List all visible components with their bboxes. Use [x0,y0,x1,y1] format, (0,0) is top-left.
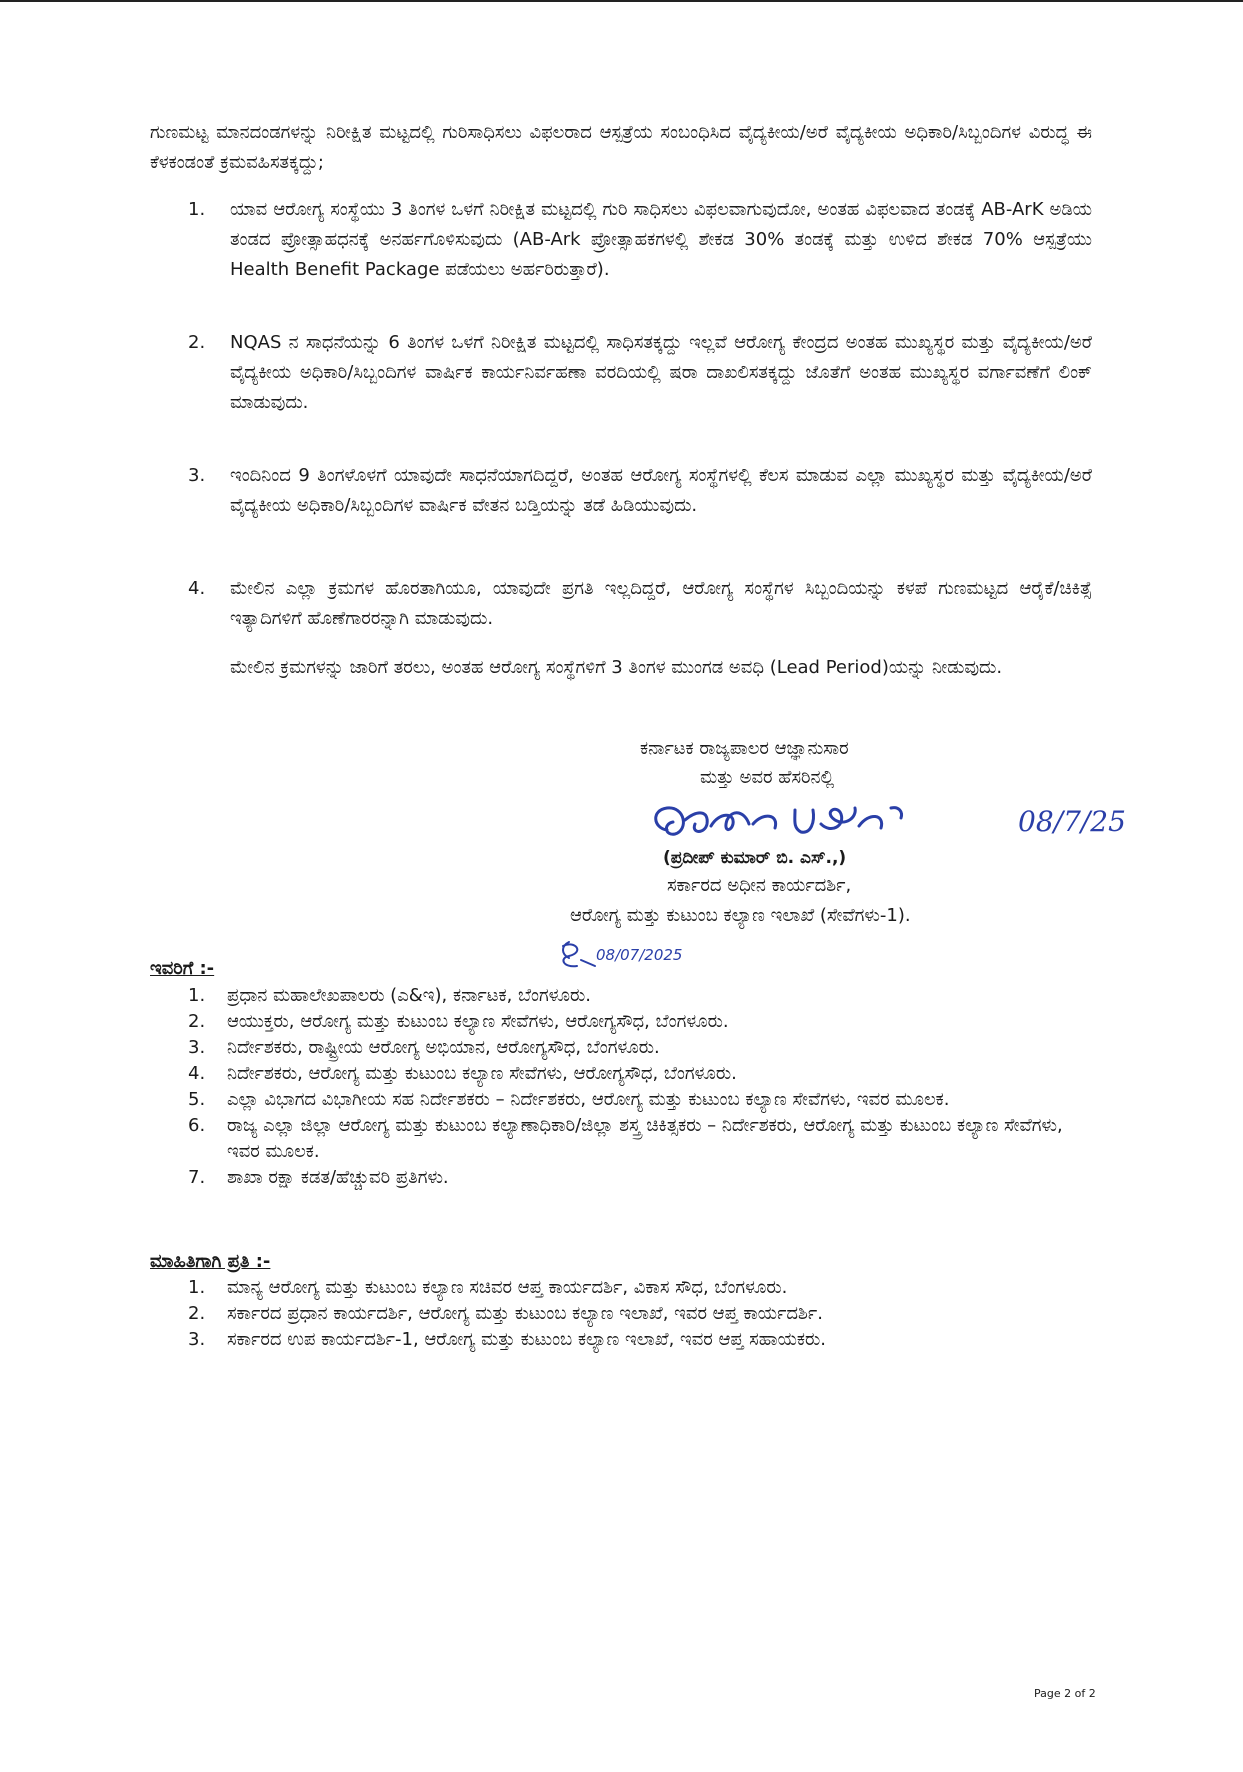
list-item: 2. ಆಯುಕ್ತರು, ಆರೋಗ್ಯ ಮತ್ತು ಕುಟುಂಬ ಕಲ್ಯಾಣ ಸೇವೆಗಳು, ಆರೋಗ್ಯಸೌಧ, ಬೆಂಗಳೂರು. [188,1011,729,1032]
initials-date: 08/07/2025 [596,946,683,964]
recipients-heading: ಇವರಿಗೆ :- [150,958,215,979]
measure-text: ಮೇಲಿನ ಎಲ್ಲಾ ಕ್ರಮಗಳ ಹೊರತಾಗಿಯೂ, ಯಾವುದೇ ಪ್ರಗತಿ ಇಲ್ಲದಿದ್ದರೆ, ಆರೋಗ್ಯ ಸಂಸ್ಥೆಗಳ ಸಿಬ್ಬಂದಿಯನ್ನು ಕಳಪೆ ಗುಣಮಟ್ಟದ ಆರೈಕೆ/ಚಿಕಿತ್ಸೆ ಇತ್ಯಾದಿಗಳಿಗೆ ಹೊಣೆಗಾರರನ್ನಾಗಿ ಮಾಡುವುದು. [230,578,1092,629]
order-line-2: ಮತ್ತು ಅವರ ಹೆಸರಿನಲ್ಲಿ [700,767,835,788]
list-item: 2. ಸರ್ಕಾರದ ಪ್ರಧಾನ ಕಾರ್ಯದರ್ಶಿ, ಆರೋಗ್ಯ ಮತ್ತು ಕುಟುಂಬ ಕಲ್ಯಾಣ ಇಲಾಖೆ, ಇವರ ಆಪ್ತ ಕಾರ್ಯದರ್ಶಿ. [188,1303,823,1324]
measure-text: NQAS ನ ಸಾಧನೆಯನ್ನು 6 ತಿಂಗಳ ಒಳಗೆ ನಿರೀಕ್ಷಿತ ಮಟ್ಟದಲ್ಲಿ ಸಾಧಿಸತಕ್ಕದ್ದು ಇಲ್ಲವೆ ಆರೋಗ್ಯ ಕೇಂದ್ರದ ಅಂತಹ ಮುಖ್ಯಸ್ಥರ ಮತ್ತು ವೈದ್ಯಕೀಯ/ಅರೆ ವೈದ್ಯಕೀಯ ಅಧಿಕಾರಿ/ಸಿಬ್ಬಂದಿಗಳ ವಾರ್ಷಿಕ ಕಾರ್ಯನಿರ್ವಹಣಾ ವರದಿಯಲ್ಲಿ ಷರಾ ದಾಖಲಿಸತಕ್ಕದ್ದು ಜೊತೆಗೆ ಅಂತಹ ಮುಖ್ಯಸ್ಥರ ವರ್ಗಾವಣೆಗೆ ಲಿಂಕ್ ಮಾಡುವುದು. [230,332,1092,413]
list-item: 1. ಪ್ರಧಾನ ಮಹಾಲೇಖಪಾಲರು (ಎ&ಇ), ಕರ್ನಾಟಕ, ಬೆಂಗಳೂರು. [188,985,591,1006]
signatory-name: (ಪ್ರದೀಪ್ ಕುಮಾರ್ ಬಿ. ಎಸ್.,) [663,848,847,868]
list-item: 5. ಎಲ್ಲಾ ವಿಭಾಗದ ವಿಭಾಗೀಯ ಸಹ ನಿರ್ದೇಶಕರು – ನಿರ್ದೇಶಕರು, ಆರೋಗ್ಯ ಮತ್ತು ಕುಟುಂಬ ಕಲ್ಯಾಣ ಸೇವೆಗಳು, ಇವರ ಮೂಲಕ. [188,1089,950,1110]
list-item: 1. ಮಾನ್ಯ ಆರೋಗ್ಯ ಮತ್ತು ಕುಟುಂಬ ಕಲ್ಯಾಣ ಸಚಿವರ ಆಪ್ತ ಕಾರ್ಯದರ್ಶಿ, ವಿಕಾಸ ಸೌಧ, ಬೆಂಗಳೂರು. [188,1277,788,1298]
list-item: 3. ಸರ್ಕಾರದ ಉಪ ಕಾರ್ಯದರ್ಶಿ-1, ಆರೋಗ್ಯ ಮತ್ತು ಕುಟುಂಬ ಕಲ್ಯಾಣ ಇಲಾಖೆ, ಇವರ ಆಪ್ತ ಸಹಾಯಕರು. [188,1329,826,1350]
lead-period-paragraph: ಮೇಲಿನ ಕ್ರಮಗಳನ್ನು ಜಾರಿಗೆ ತರಲು, ಅಂತಹ ಆರೋಗ್ಯ ಸಂಸ್ಥೆಗಳಿಗೆ 3 ತಿಂಗಳ ಮುಂಗಡ ಅವಧಿ (Lead Period)ಯನ್ನು ನೀಡುವುದು. [230,657,1003,678]
list-item: 7. ಶಾಖಾ ರಕ್ಷಾ ಕಡತ/ಹೆಚ್ಚುವರಿ ಪ್ರತಿಗಳು. [188,1167,449,1188]
measure-number: 4. [188,578,206,599]
signatory-designation: ಸರ್ಕಾರದ ಅಧೀನ ಕಾರ್ಯದರ್ಶಿ, [667,875,852,896]
list-item: 4. ನಿರ್ದೇಶಕರು, ಆರೋಗ್ಯ ಮತ್ತು ಕುಟುಂಬ ಕಲ್ಯಾಣ ಸೇವೆಗಳು, ಆರೋಗ್ಯಸೌಧ, ಬೆಂಗಳೂರು. [188,1063,737,1084]
measure-text: ಇಂದಿನಿಂದ 9 ತಿಂಗಳೊಳಗೆ ಯಾವುದೇ ಸಾಧನೆಯಾಗದಿದ್ದರೆ, ಅಂತಹ ಆರೋಗ್ಯ ಸಂಸ್ಥೆಗಳಲ್ಲಿ ಕೆಲಸ ಮಾಡುವ ಎಲ್ಲಾ ಮುಖ್ಯಸ್ಥರ ಮತ್ತು ವೈದ್ಯಕೀಯ/ಅರೆ ವೈದ್ಯಕೀಯ ಅಧಿಕಾರಿ/ಸಿಬ್ಬಂದಿಗಳ ವಾರ್ಷಿಕ ವೇತನ ಬಡ್ತಿಯನ್ನು ತಡೆ ಹಿಡಿಯುವುದು. [230,465,1092,516]
order-line-1: ಕರ್ನಾಟಕ ರಾಜ್ಯಪಾಲರ ಆಜ್ಞಾನುಸಾರ [640,738,849,759]
measure-number: 1. [188,199,206,220]
signatory-department: ಆರೋಗ್ಯ ಮತ್ತು ಕುಟುಂಬ ಕಲ್ಯಾಣ ಇಲಾಖೆ (ಸೇವೆಗಳು-1). [570,905,911,926]
measure-number: 3. [188,465,206,486]
signature-date: 08/7/25 [1018,805,1126,838]
intro-paragraph: ಗುಣಮಟ್ಟ ಮಾನದಂಡಗಳನ್ನು ನಿರೀಕ್ಷಿತ ಮಟ್ಟದಲ್ಲಿ ಗುರಿಸಾಧಿಸಲು ವಿಫಲರಾದ ಆಸ್ಪತ್ರೆಯ ಸಂಬಂಧಿಸಿದ ವೈದ್ಯಕೀಯ/ಅರೆ ವೈದ್ಯಕೀಯ ಅಧಿಕಾರಿ/ಸಿಬ್ಬಂದಿಗಳ ವಿರುದ್ಧ ಈ ಕೆಳಕಂಡಂತೆ ಕ್ರಮವಹಿಸತಕ್ಕದ್ದು; [150,122,1092,173]
list-item: 3. ನಿರ್ದೇಶಕರು, ರಾಷ್ಟ್ರೀಯ ಆರೋಗ್ಯ ಅಭಿಯಾನ, ಆರೋಗ್ಯಸೌಧ, ಬೆಂಗಳೂರು. [188,1037,660,1058]
measure-number: 2. [188,332,206,353]
info-copy-list [150,1275,1092,1353]
info-copy-heading: ಮಾಹಿತಿಗಾಗಿ ಪ್ರತಿ :- [150,1251,271,1272]
page-number: Page 2 of 2 [1034,1687,1096,1700]
recipients-list [150,983,1092,1191]
list-item: 6. ರಾಜ್ಯ ಎಲ್ಲಾ ಜಿಲ್ಲಾ ಆರೋಗ್ಯ ಮತ್ತು ಕುಟುಂಬ ಕಲ್ಯಾಣಾಧಿಕಾರಿ/ಜಿಲ್ಲಾ ಶಸ್ತ್ರ ಚಿಕಿತ್ಸಕರು – ನಿರ್ದೇಶಕರು, ಆರೋಗ್ಯ ಮತ್ತು ಕುಟುಂಬ ಕಲ್ಯಾಣ ಸೇವೆಗಳು, ಇವರ ಮೂಲಕ. [188,1115,1063,1162]
measure-text: ಯಾವ ಆರೋಗ್ಯ ಸಂಸ್ಥೆಯು 3 ತಿಂಗಳ ಒಳಗೆ ನಿರೀಕ್ಷಿತ ಮಟ್ಟದಲ್ಲಿ ಗುರಿ ಸಾಧಿಸಲು ವಿಫಲವಾಗುವುದೋ, ಅಂತಹ ವಿಫಲವಾದ ತಂಡಕ್ಕೆ AB-ArK ಅಡಿಯ ತಂಡದ ಪ್ರೋತ್ಸಾಹಧನಕ್ಕೆ ಅನರ್ಹಗೊಳಿಸುವುದು (AB-Ark ಪ್ರೋತ್ಸಾಹಕಗಳಲ್ಲಿ ಶೇಕಡ 30% ತಂಡಕ್ಕೆ ಮತ್ತು ಉಳಿದ ಶೇಕಡ 70% ಆಸ್ಪತ್ರೆಯು Health Benefit Package ಪಡೆಯಲು ಅರ್ಹರಿರುತ್ತಾರೆ). [230,199,1092,280]
